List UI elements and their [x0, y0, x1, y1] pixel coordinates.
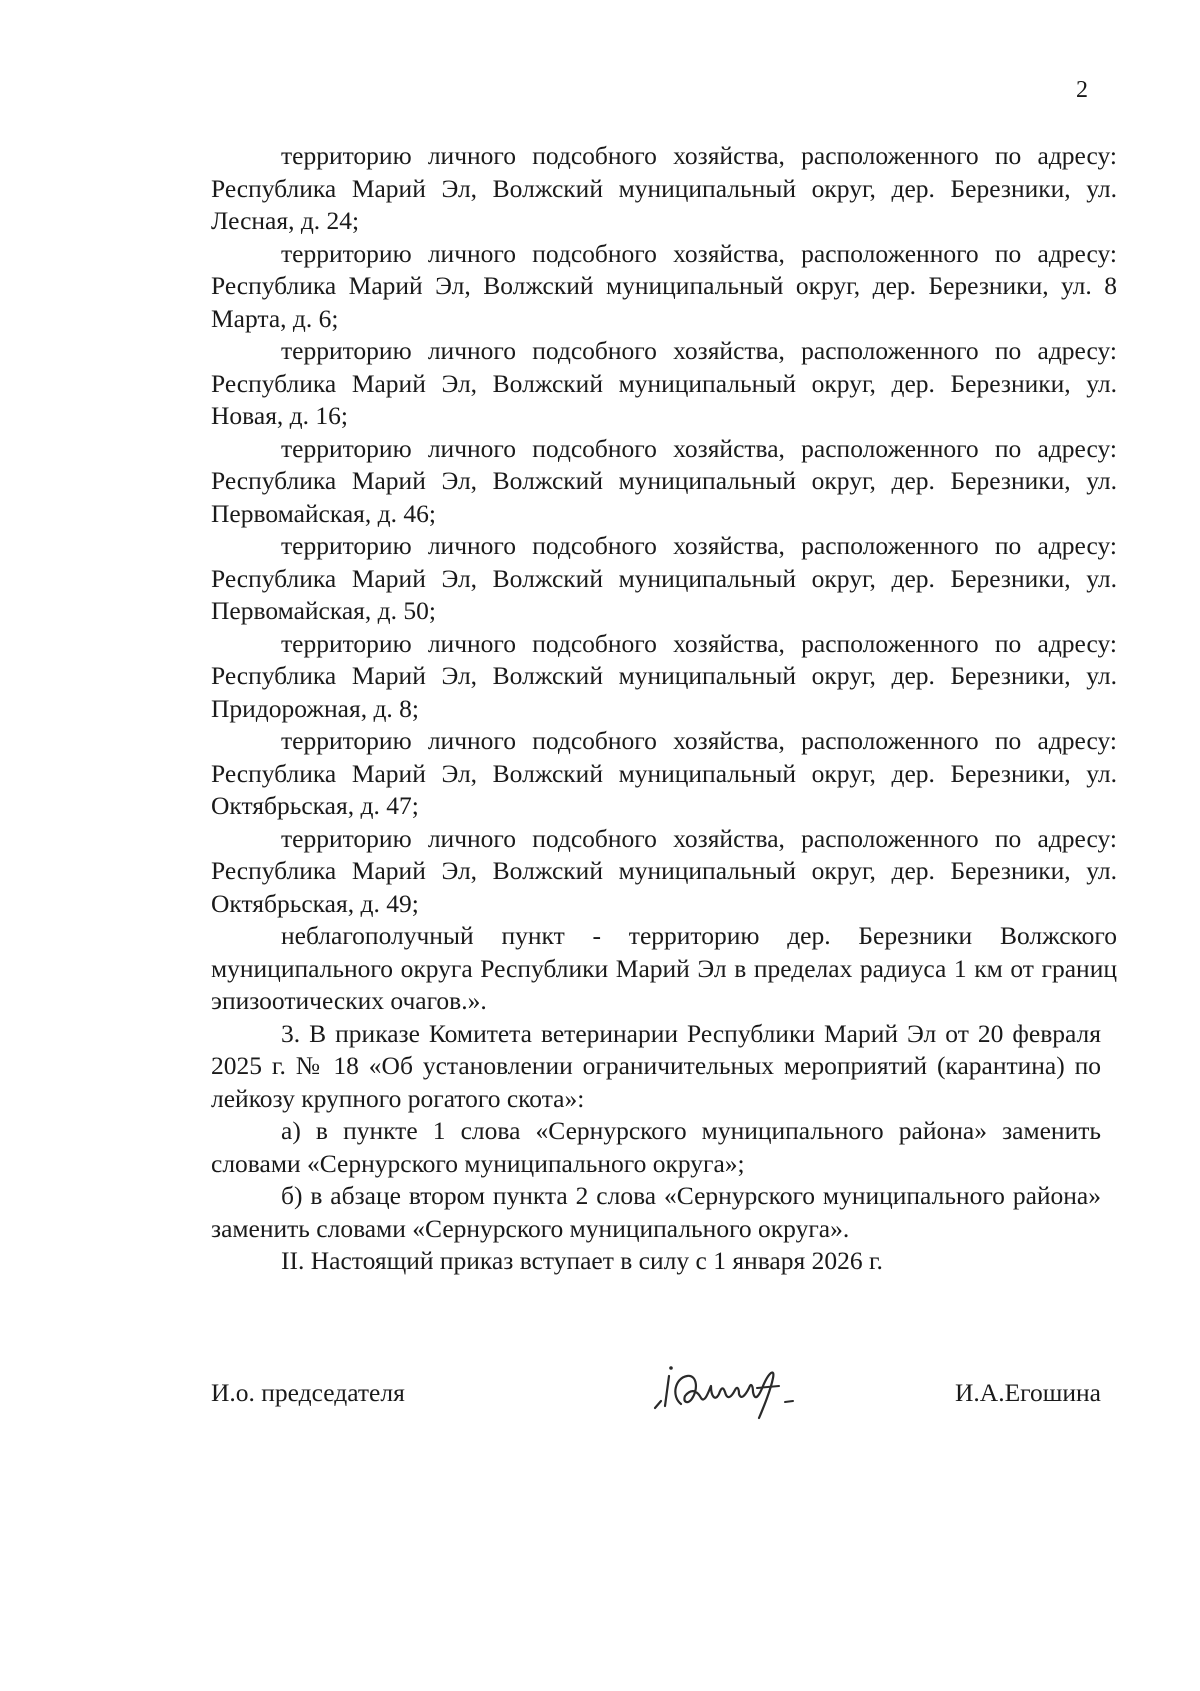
paragraph-item-3a: а) в пункте 1 слова «Сернурского муниципального района» заменить словами «Сернурского муниципального округа»; — [211, 1116, 1101, 1178]
paragraph-address-8-marta: территорию личного подсобного хозяйства, расположенного по адресу: Республика Марий Эл, Волжский муниципальный округ, дер. Березники, ул. 8 Марта, д. 6; — [211, 238, 1117, 333]
paragraph-address-pridorozhnaya: территорию личного подсобного хозяйства, расположенного по адресу: Республика Марий Эл, Волжский муниципальный округ, дер. Березники, ул. Придорожная, д. 8; — [211, 628, 1117, 723]
paragraph-address-novaya: территорию личного подсобного хозяйства, расположенного по адресу: Республика Марий Эл, Волжский муниципальный округ, дер. Березники, ул. Новая, д. 16; — [211, 336, 1117, 430]
signatory-position: И.о. председателя — [211, 1378, 405, 1407]
paragraph-address-lesnaya: территорию личного подсобного хозяйства, расположенного по адресу: Республика Марий Эл, Волжский муниципальный округ, дер. Березники, ул. Лесная, д. 24; — [211, 141, 1117, 235]
paragraph-item-3b: б) в абзаце втором пункта 2 слова «Сернурского муниципального района» заменить словами «Сернурского муниципального округа». — [211, 1181, 1101, 1243]
paragraph-address-pervomayskaya-50: территорию личного подсобного хозяйства, расположенного по адресу: Республика Марий Эл, Волжский муниципальный округ, дер. Березники, ул. Первомайская, д. 50; — [211, 531, 1117, 625]
document-body — [211, 140, 1117, 1278]
handwritten-signature — [641, 1346, 821, 1426]
signatory-name: И.А.Егошина — [955, 1378, 1101, 1407]
paragraph-address-oktyabrskaya-47: территорию личного подсобного хозяйства, расположенного по адресу: Республика Марий Эл, Волжский муниципальный округ, дер. Березники, ул. Октябрьская, д. 47; — [211, 726, 1117, 820]
paragraph-effective-date: II. Настоящий приказ вступает в силу с 1 января 2026 г. — [281, 1246, 883, 1275]
paragraph-address-pervomayskaya-46: территорию личного подсобного хозяйства, расположенного по адресу: Республика Марий Эл, Волжский муниципальный округ, дер. Березники, ул. Первомайская, д. 46; — [211, 433, 1117, 528]
paragraph-item-3: 3. В приказе Комитета ветеринарии Республики Марий Эл от 20 февраля 2025 г. № 18 «Об установлении ограничительных мероприятий (карантина) по лейкозу крупного рогатого скота»: — [211, 1018, 1101, 1113]
paragraph-unfavorable-point: неблагополучный пункт - территорию дер. Березники Волжского муниципального округа Республики Марий Эл в пределах радиуса 1 км от границ эпизоотических очагов.». — [211, 921, 1117, 1015]
signature-block — [211, 1372, 1101, 1422]
page-number: 2 — [1076, 77, 1088, 103]
paragraph-address-oktyabrskaya-49: территорию личного подсобного хозяйства, расположенного по адресу: Республика Марий Эл, Волжский муниципальный округ, дер. Березники, ул. Октябрьская, д. 49; — [211, 823, 1117, 918]
